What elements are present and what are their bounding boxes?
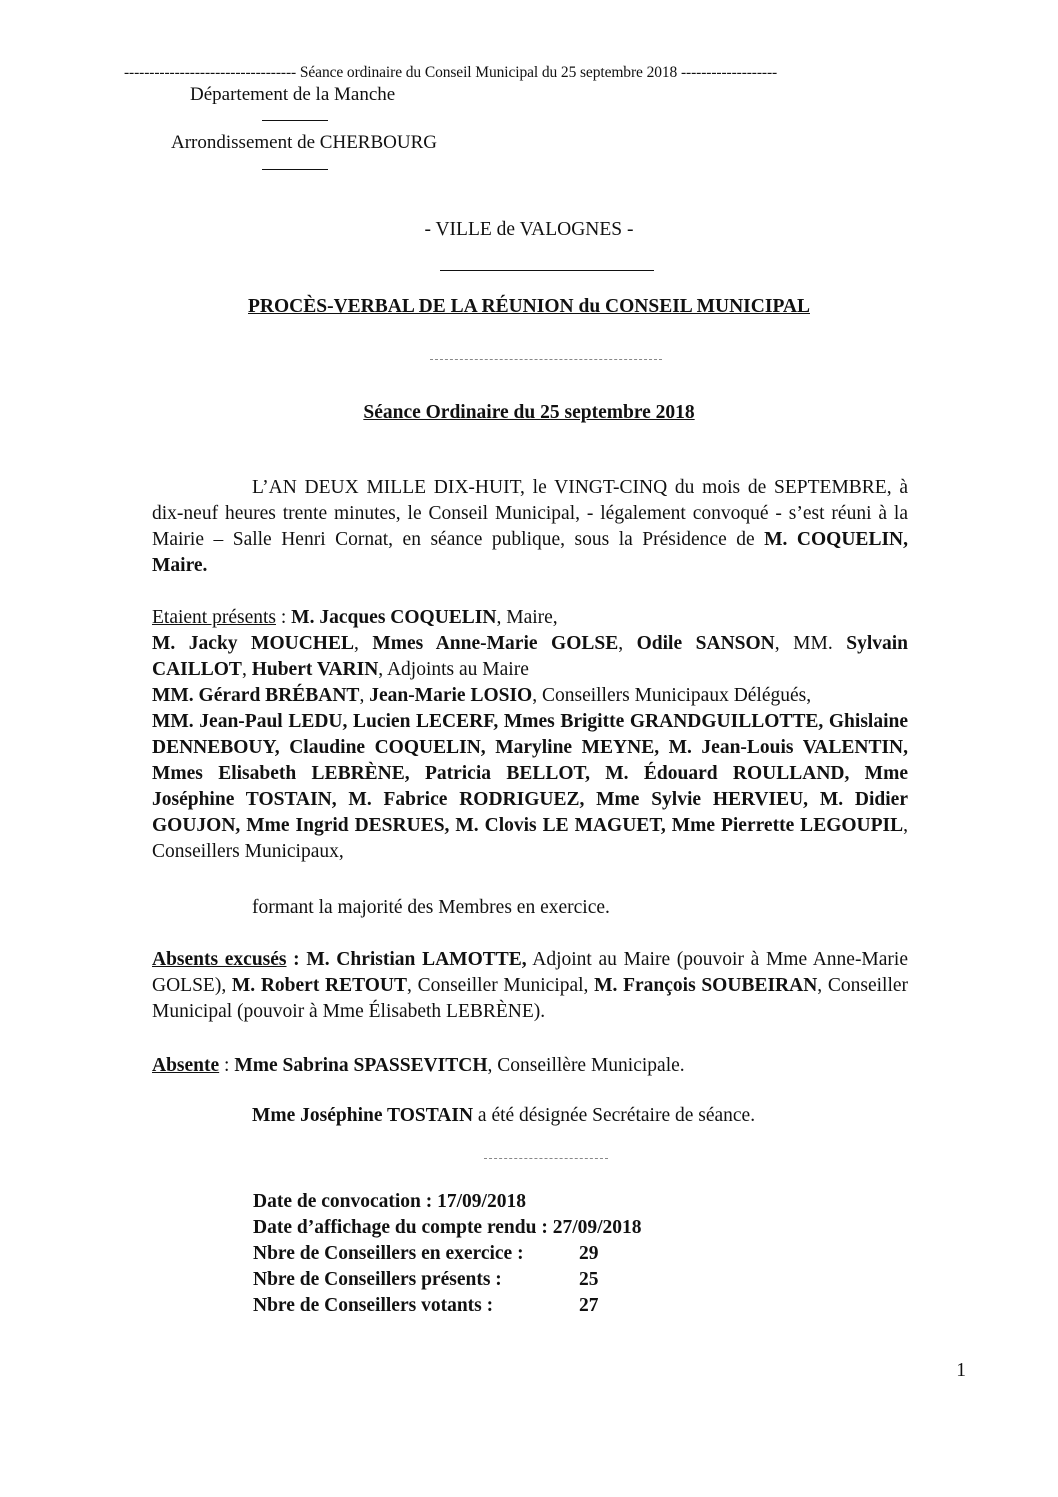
secretary-name: Mme Joséphine TOSTAIN bbox=[252, 1105, 474, 1126]
majority-line: formant la majorité des Membres en exercice. bbox=[252, 897, 610, 918]
town-rule bbox=[440, 270, 654, 271]
secretary-separator bbox=[484, 1158, 608, 1159]
stat-row: Nbre de Conseillers présents : 25 bbox=[253, 1269, 599, 1290]
councillors-list: MM. Jean-Paul LEDU, Lucien LECERF, Mmes Brigitte GRANDGUILLOTTE, Ghislaine DENNEBOUY, Claudine COQUELIN, Maryline MEYNE, M. Jean-Louis VALENTIN, Mmes Elisabeth LEBRÈNE, Patricia BELLOT, M. Édouard ROULLAND, Mme Joséphine TOSTAIN, M. Fabrice RODRIGUEZ, Mme Sylvie HERVIEU, M. Didier GOUJON, Mme Ingrid DESRUES, M. Clovis LE MAGUET, Mme Pierrette LEGOUPIL bbox=[152, 711, 908, 836]
stat-row: Date d’affichage du compte rendu : 27/09/2018 bbox=[253, 1217, 642, 1238]
absent-paragraph: Absente : Mme Sabrina SPASSEVITCH, Conseillère Municipale. bbox=[152, 1055, 685, 1076]
session-title: Séance Ordinaire du 25 septembre 2018 bbox=[363, 402, 695, 423]
department-name: Département de la Manche bbox=[190, 84, 396, 105]
absent-label: Absente bbox=[152, 1055, 220, 1076]
excused-label: Absents excusés bbox=[152, 949, 287, 970]
town-name: - VILLE de VALOGNES - bbox=[424, 219, 634, 240]
mayor-name: M. Jacques COQUELIN bbox=[291, 607, 497, 628]
presents-paragraph: Etaient présents : M. Jacques COQUELIN, Maire, M. Jacky MOUCHEL, Mmes Anne-Marie GOLSE, Odile SANSON, MM. Sylvain CAILLOT, Hubert VARIN, Adjoints au Maire MM. Gérard BRÉBANT, Jean-Marie LOSIO, Conseillers Municipaux Délégués, MM. Jean-Paul LEDU, Lucien LECERF, Mmes Brigitte GRANDGUILLOTTE, Ghislaine DENNEBOUY, Claudine COQUELIN, Maryline MEYNE, M. Jean-Louis VALENTIN, Mmes Elisabeth LEBRÈNE, Patricia BELLOT, M. Édouard ROULLAND, Mme Joséphine TOSTAIN, M. Fabrice RODRIGUEZ, Mme Sylvie HERVIEU, M. Didier GOUJON, Mme Ingrid DESRUES, M. Clovis LE MAGUET, Mme Pierrette LEGOUPIL, Conseillers Municipaux, bbox=[152, 607, 908, 862]
presents-label: Etaient présents bbox=[152, 607, 276, 628]
secretary-line: Mme Joséphine TOSTAIN a été désignée Secrétaire de séance. bbox=[252, 1105, 756, 1126]
intro-text: L’AN DEUX MILLE DIX-HUIT, le VINGT-CINQ du mois de SEPTEMBRE, à dix-neuf heures trente minutes, le Conseil Municipal, - légalement convoqué - s’est réuni à la Mairie – Salle Henri Cornat, en séance publique, sous la Présidence de bbox=[152, 477, 908, 550]
page-number: 1 bbox=[956, 1360, 966, 1381]
arrondissement-name: Arrondissement de CHERBOURG bbox=[171, 132, 437, 153]
president-name: M. COQUELIN, Maire. bbox=[152, 529, 908, 576]
document-title: PROCÈS-VERBAL DE LA RÉUNION du CONSEIL MUNICIPAL bbox=[248, 296, 810, 317]
excused-paragraph: Absents excusés : M. Christian LAMOTTE, Adjoint au Maire (pouvoir à Mme Anne-Marie GOLSE), M. Robert RETOUT, Conseiller Municipal, M. François SOUBEIRAN, Conseiller Municipal (pouvoir à Mme Élisabeth LEBRÈNE). bbox=[152, 949, 909, 1022]
title-separator bbox=[430, 359, 662, 360]
stat-row: Nbre de Conseillers votants : 27 bbox=[253, 1295, 599, 1316]
department-rule bbox=[262, 120, 328, 121]
running-header: ---------------------------------- Séance ordinaire du Conseil Municipal du 25 septembre 2018 ------------------- bbox=[124, 64, 778, 81]
stat-row: Nbre de Conseillers en exercice : 29 bbox=[253, 1243, 599, 1264]
intro-paragraph bbox=[152, 475, 908, 579]
session-stats bbox=[253, 1189, 642, 1319]
stat-row: Date de convocation : 17/09/2018 bbox=[253, 1191, 526, 1212]
arrondissement-rule bbox=[262, 169, 328, 170]
